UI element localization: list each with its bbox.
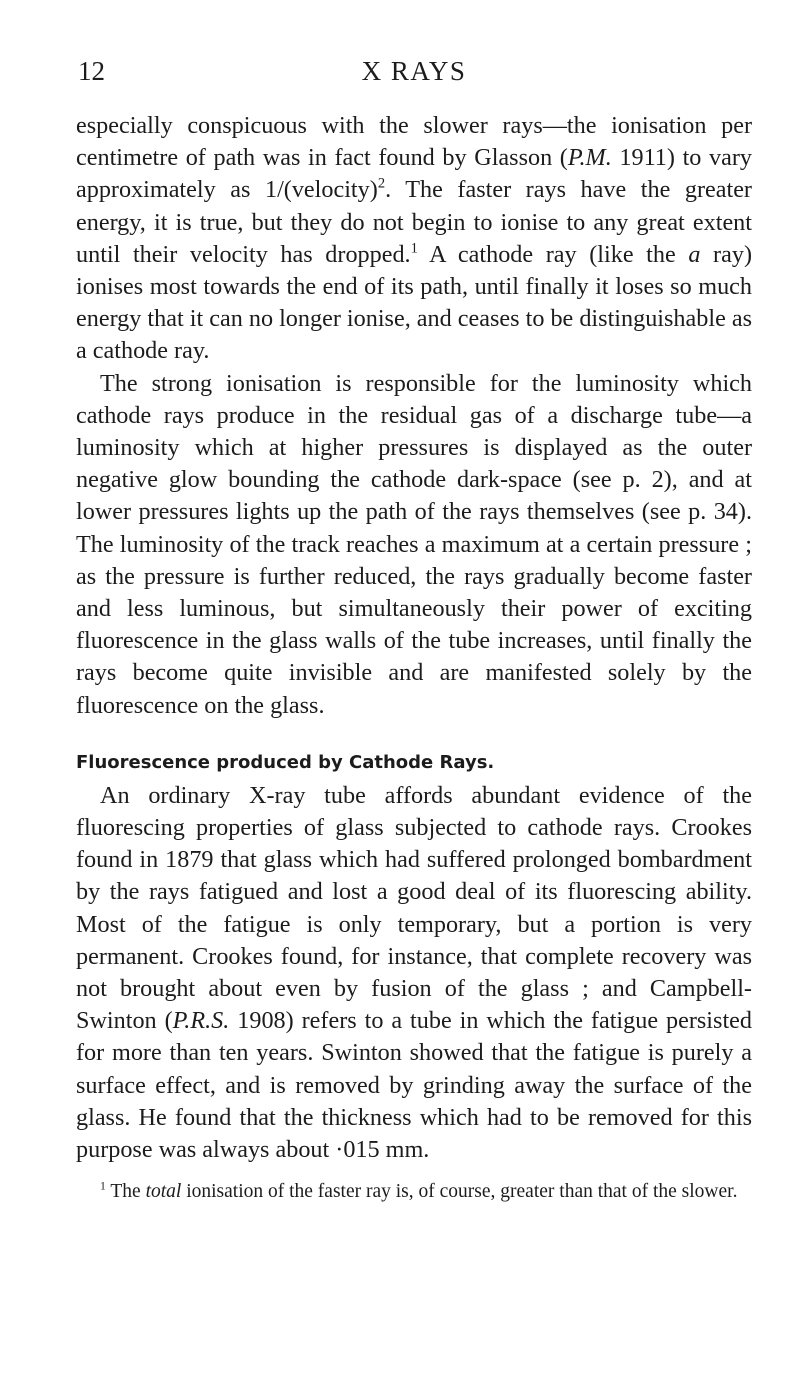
paragraph-text: . The faster rays have the greater energy, it is true, but they do not begin to ionise to any great extent until their velocity has dropped. [76,176,752,268]
paragraph-luminosity: The strong ionisation is responsible for the luminosity which cathode rays produce in the residual gas of a discharge tube—a luminosity which at higher pressures is displayed as the outer negative glow bounding the cathode dark-space (see p. 2), and at lower pressures lights up the path of the rays themselves (see p. 34). The luminosity of the track reaches a maximum at a certain pressure ; as the pressure is further reduced, the rays gradually become faster and less luminous, but simultaneously their power of exciting fluorescence in the glass walls of the tube increases, until finally the rays become quite invisible and are manifested solely by the fluorescence on the glass. [76,369,752,719]
paragraph-text: 1908) refers to a tube in which the fatigue persisted for more than ten years. Swinton showed that the fatigue is purely a surface effect, and is removed by grinding away the surface of the glass. He found that the thickness which had to be removed for this purpose was always about ·015 mm. [76,1007,752,1164]
footnote-marker: 1 [100,1179,106,1193]
footnote [76,1180,752,1204]
paragraph-text: ray) ionises most towards the end of its path, until finally it loses so much energy that it can no longer ionise, and ceases to be distinguishable as a cathode ray. [76,240,752,365]
footnote-emphasis: total [145,1181,182,1203]
running-head [76,56,752,90]
footnote-text: The [105,1181,146,1203]
footnote-text: ionisation of the faster ray is, of course, greater than that of the slower. [181,1181,738,1203]
paragraph-text: An ordinary X-ray tube affords abundant evidence of the fluorescing properties of glass subjected to cathode rays. Crookes found in 1879 that glass which had suffered prolonged bombardment by the rays fatigued and lost a good deal of its fluorescing ability. Most of the fatigue is only temporary, but a portion is very permanent. Crookes found, for instance, that complete recovery was not brought about even by fusion of the glass ; and Campbell-Swinton ( [76,781,752,1035]
footnote-marker: 1 [410,240,418,257]
paragraph-text: especially conspicuous with the slower rays—the ionisation per centimetre of path was in fact found by Glasson ( [76,112,752,172]
page-number: 12 [78,56,105,86]
paragraph-ionisation [76,110,752,368]
paragraph-text: 1911) to vary approximately as 1/(velocity) [76,144,752,204]
book-page [76,56,752,1204]
paragraph-fluorescence [76,780,752,1166]
alpha-symbol: a [688,240,701,268]
body-text [76,110,752,1166]
running-title: X RAYS [361,56,467,86]
paragraph-text: A cathode ray (like the [417,240,689,268]
exponent: 2 [377,175,386,192]
citation-journal: P.M. [567,144,612,172]
section-heading: Fluorescence produced by Cathode Rays. [76,751,495,773]
citation-journal: P.R.S. [172,1007,230,1035]
